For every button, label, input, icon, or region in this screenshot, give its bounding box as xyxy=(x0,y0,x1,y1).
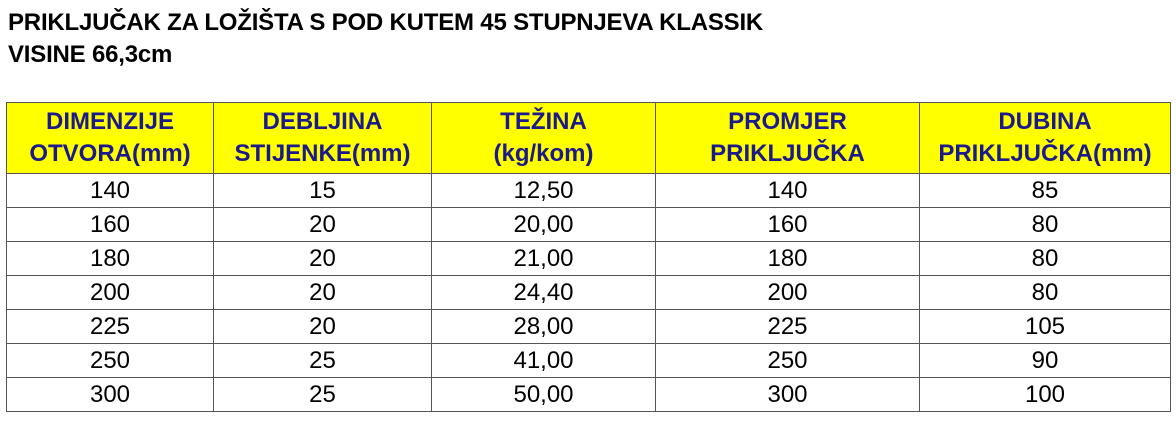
table-cell: 20 xyxy=(214,276,432,310)
table-cell: 80 xyxy=(920,276,1171,310)
table-cell: 300 xyxy=(7,378,214,412)
table-cell: 20 xyxy=(214,208,432,242)
page-title xyxy=(8,7,763,71)
table-cell: 90 xyxy=(920,344,1171,378)
table-cell: 160 xyxy=(656,208,920,242)
table-cell: 140 xyxy=(656,174,920,208)
table-cell: 24,40 xyxy=(432,276,656,310)
table-cell: 20 xyxy=(214,242,432,276)
header-cell-tezina: TEŽINA (kg/kom) xyxy=(432,103,656,174)
table-cell: 160 xyxy=(7,208,214,242)
header-cell-dubina: DUBINA PRIKLJUČKA(mm) xyxy=(920,103,1171,174)
table-cell: 20 xyxy=(214,310,432,344)
table-cell: 15 xyxy=(214,174,432,208)
table-cell: 140 xyxy=(7,174,214,208)
table-cell: 250 xyxy=(656,344,920,378)
table-row xyxy=(7,344,1171,378)
table-cell: 250 xyxy=(7,344,214,378)
table-cell: 100 xyxy=(920,378,1171,412)
table-cell: 80 xyxy=(920,208,1171,242)
table-cell: 180 xyxy=(7,242,214,276)
header-cell-debljina: DEBLJINA STIJENKE(mm) xyxy=(214,103,432,174)
table-cell: 105 xyxy=(920,310,1171,344)
header-cell-promjer: PROMJER PRIKLJUČKA xyxy=(656,103,920,174)
table-row xyxy=(7,174,1171,208)
table-cell: 50,00 xyxy=(432,378,656,412)
table-row xyxy=(7,310,1171,344)
table-cell: 180 xyxy=(656,242,920,276)
table-cell: 225 xyxy=(7,310,214,344)
table-cell: 200 xyxy=(7,276,214,310)
table-cell: 25 xyxy=(214,344,432,378)
table-cell: 200 xyxy=(656,276,920,310)
table-cell: 28,00 xyxy=(432,310,656,344)
table-cell: 12,50 xyxy=(432,174,656,208)
spec-table xyxy=(6,102,1171,412)
table-row xyxy=(7,242,1171,276)
title-line-1: PRIKLJUČAK ZA LOŽIŠTA S POD KUTEM 45 STUPNJEVA KLASSIK xyxy=(8,9,764,36)
table-cell: 41,00 xyxy=(432,344,656,378)
table-row xyxy=(7,276,1171,310)
header-cell-dimenzije: DIMENZIJE OTVORA(mm) xyxy=(7,103,214,174)
table-cell: 300 xyxy=(656,378,920,412)
table-cell: 225 xyxy=(656,310,920,344)
table-cell: 21,00 xyxy=(432,242,656,276)
table-body xyxy=(7,174,1171,412)
header-row xyxy=(7,103,1171,174)
table-cell: 20,00 xyxy=(432,208,656,242)
table-row xyxy=(7,378,1171,412)
table-cell: 85 xyxy=(920,174,1171,208)
table-cell: 25 xyxy=(214,378,432,412)
table-cell: 80 xyxy=(920,242,1171,276)
table-row xyxy=(7,208,1171,242)
title-line-2: VISINE 66,3cm xyxy=(8,41,173,68)
